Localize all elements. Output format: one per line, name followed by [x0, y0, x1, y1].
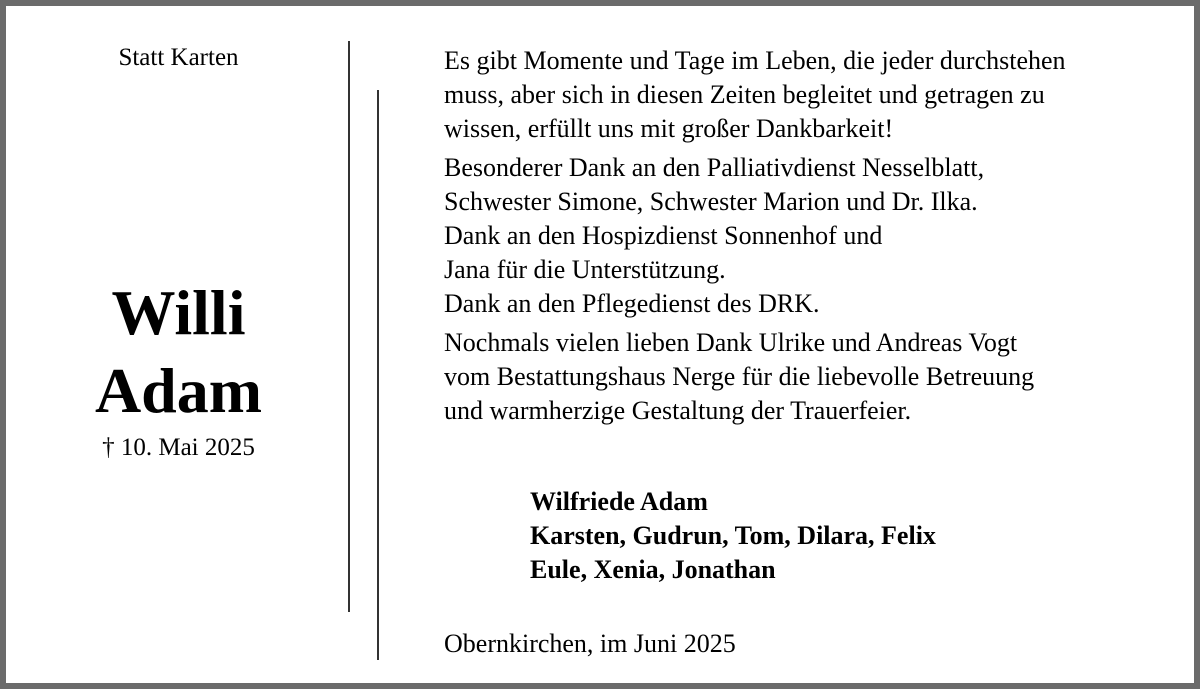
signers-block	[530, 485, 936, 587]
paragraph-intro	[444, 44, 1184, 146]
death-date: † 10. Mai 2025	[102, 434, 255, 461]
first-name: Willi	[111, 277, 246, 348]
text-line: Dank an den Hospizdienst Sonnenhof und	[444, 221, 883, 250]
signer-line: Eule, Xenia, Jonathan	[530, 555, 776, 584]
deceased-name	[46, 274, 311, 430]
text-line: Schwester Simone, Schwester Marion und Dr. Ilka.	[444, 187, 978, 216]
text-line: Besonderer Dank an den Palliativdienst Nesselblatt,	[444, 153, 985, 182]
thank-you-text	[444, 44, 1184, 433]
text-line: Es gibt Momente und Tage im Leben, die jeder durchstehen	[444, 46, 1066, 75]
statt-karten-header: Statt Karten	[118, 44, 239, 71]
divider-line-right	[377, 90, 379, 660]
text-line: Nochmals vielen lieben Dank Ulrike und Andreas Vogt	[444, 328, 1018, 357]
signer-line: Wilfriede Adam	[530, 487, 708, 516]
text-line: Dank an den Pflegedienst des DRK.	[444, 289, 820, 318]
text-line: Jana für die Unterstützung.	[444, 255, 726, 284]
paragraph-funeral-home	[444, 326, 1184, 428]
text-line: muss, aber sich in diesen Zeiten begleitet und getragen zu	[444, 80, 1045, 109]
last-name: Adam	[94, 355, 263, 426]
divider-line-left	[348, 41, 350, 612]
text-line: wissen, erfüllt uns mit großer Dankbarkeit!	[444, 114, 894, 143]
paragraph-thanks	[444, 151, 1184, 321]
place-and-date: Obernkirchen, im Juni 2025	[444, 629, 736, 658]
text-line: vom Bestattungshaus Nerge für die liebevolle Betreuung	[444, 362, 1035, 391]
text-line: und warmherzige Gestaltung der Trauerfeier.	[444, 396, 912, 425]
signer-line: Karsten, Gudrun, Tom, Dilara, Felix	[530, 521, 936, 550]
